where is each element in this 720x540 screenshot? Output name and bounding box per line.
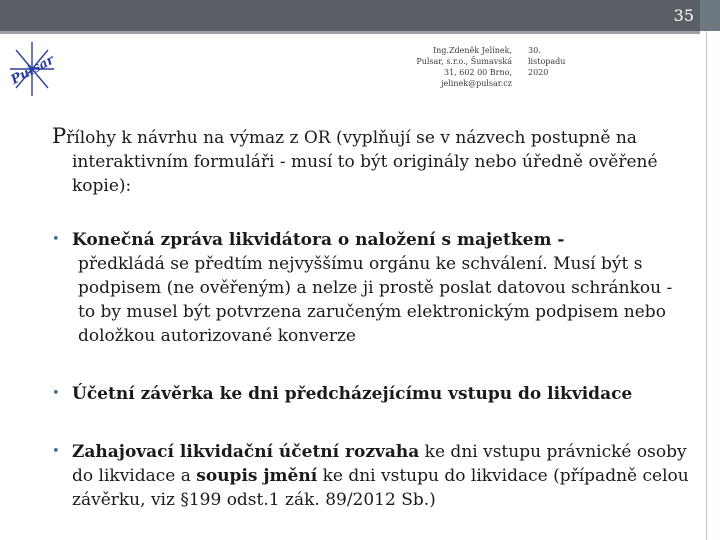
intro-first-line [52, 124, 692, 150]
item-title: Zahajovací likvidační účetní rozvaha [72, 442, 420, 462]
date-year: 2020 [528, 68, 549, 77]
right-margin-rule [706, 31, 707, 540]
item-title: soupis jmění [196, 466, 318, 486]
intro-continuation: interaktivním formuláři - musí to být originály nebo úředně ověřené kopie): [72, 152, 658, 196]
slide-header-bar [0, 0, 700, 31]
item-text: ke dni vstupu do likvidace (případně celou závěrku, viz §199 odst.1 zák. 89/2012 Sb.) [72, 466, 689, 510]
date-line: 30. listopadu [528, 46, 566, 66]
date-block [528, 45, 578, 78]
intro-paragraph [52, 124, 692, 198]
bullet-icon: • [52, 232, 60, 247]
intro-initial: P [52, 124, 67, 148]
slide-header-accent [700, 0, 720, 31]
item-text: předkládá se předtím nejvyššímu orgánu ke schválení. Musí být s podpisem (ne ověřeným) a nelze ji prostě poslat datovou schránkou - to by musel být potvrzena zaručeným elektronickým podpisem nebo doložkou autorizované konverze [78, 254, 673, 346]
slide-header-rule [0, 31, 700, 34]
pulsar-logo [6, 40, 58, 98]
svg-text:Pulsar: Pulsar [8, 52, 57, 88]
list-item [52, 228, 692, 348]
author-line: 31, 602 00 Brno, [443, 68, 512, 77]
author-email: jelinek@pulsar.cz [441, 79, 512, 88]
item-text: ke dni vstupu právnické osoby do likvidace a [72, 442, 687, 486]
bullet-icon: • [52, 444, 60, 459]
attachments-list [52, 228, 692, 512]
page-number: 35 [673, 6, 694, 25]
author-block [408, 45, 512, 89]
list-item [52, 382, 692, 406]
bullet-icon: • [52, 386, 60, 401]
item-title: Účetní závěrka ke dni předcházejícímu vstupu do likvidace [72, 384, 633, 404]
item-title: Konečná zpráva likvidátora o naložení s majetkem - [72, 230, 565, 250]
author-line: Pulsar, s.r.o., Šumavská [416, 57, 512, 66]
author-line: Ing.Zdeněk Jelínek, [432, 46, 512, 55]
intro-first-text: řílohy k návrhu na výmaz z OR (vyplňují se v názvech postupně na [66, 128, 637, 148]
list-item [52, 440, 692, 512]
